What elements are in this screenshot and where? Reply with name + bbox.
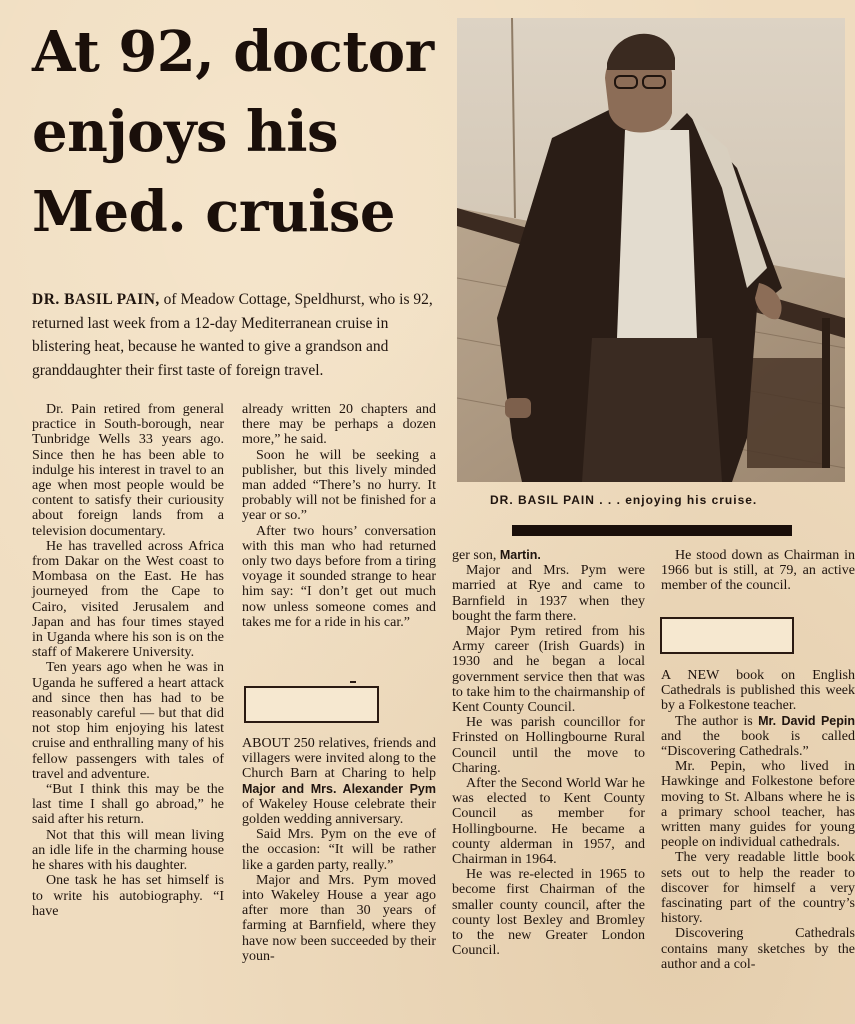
paragraph: Said Mrs. Pym on the eve of the occasion: “It will be rather like a garden party, really.”: [242, 827, 436, 873]
standfirst-text: of Meadow Cottage, Speldhurst, who is 92, returned last week from a 12-day Mediterranean cruise in blistering heat, because he wanted to give a grandson and granddaughter their first taste of foreign travel.: [32, 291, 433, 379]
article-column-4-book: [661, 668, 855, 972]
article-column-2-wedding: [242, 736, 436, 964]
paragraph: Ten years ago when he was in Uganda he suffered a heart attack and since then has had to be reasonably careful — but that did not stop him enjoying his latest cruise and enthralling many of his fellow passengers with tales of travel and adventure.: [32, 660, 224, 782]
paragraph: After two hours’ conversation with this man who had returned only two days before from a tiring voyage it sounded strange to hear him say: “I don’t get out much now unless someone comes and takes me for a ride in his car.”: [242, 523, 436, 630]
headline-line-1: At 92, doctor: [32, 19, 434, 85]
paragraph: [242, 736, 436, 827]
headline-line-3: Med. cruise: [32, 179, 396, 245]
text-run: ger son,: [452, 548, 500, 563]
article-column-3: [452, 548, 645, 958]
bold-name: Major and Mrs. Alexander Pym: [242, 781, 436, 796]
bold-name: Mr. David Pepin: [758, 713, 855, 728]
black-rule: [512, 525, 792, 536]
separator-box: [244, 686, 379, 723]
paragraph: Dr. Pain retired from general practice in South-borough, near Tunbridge Wells 33 years ago. Since then he has been able to indulge his interest in travel to an age when most people would be content to satisfy their curiousity about foreign lands from a television documentary.: [32, 402, 224, 539]
photo-illustration: [457, 18, 845, 482]
paragraph: [452, 548, 645, 563]
paragraph: He has travelled across Africa from Dakar on the West coast to Mombasa on the East. He has journeyed from the Cape to Cairo, visited Jerusalem and Japan and has four times stayed in Uganda where his son is on the staff of Makerere University.: [32, 538, 224, 661]
paragraph: [661, 714, 855, 760]
photo-doctor-on-ship: [457, 18, 845, 482]
text-run: ABOUT 250 relatives, friends and villagers were invited along to the Church Barn at Charing to help: [242, 736, 436, 782]
paragraph: One task he has set himself is to write his autobiography. “I have: [32, 873, 224, 919]
paragraph: A NEW book on English Cathedrals is published this week by a Folkestone teacher.: [661, 668, 855, 714]
paragraph: already written 20 chapters and there may be perhaps a dozen more,” he said.: [242, 402, 436, 448]
article-column-1: [32, 402, 224, 919]
paragraph: “But I think this may be the last time I shall go abroad,” he said after his return.: [32, 782, 224, 828]
paragraph: Major and Mrs. Pym moved into Wakeley House a year ago after more than 30 years of farming at Barnfield, where they have now been succeeded by their youn-: [242, 872, 436, 964]
standfirst-lead: DR. BASIL PAIN,: [32, 291, 160, 308]
paragraph: Mr. Pepin, who lived in Hawkinge and Folkestone before moving to St. Albans where he is a primary school teacher, has written many guides for young people on individual cathedrals.: [661, 759, 855, 851]
separator-box: [660, 617, 794, 654]
paragraph: Major and Mrs. Pym were married at Rye and came to Barnfield in 1937 when they bought the farm there.: [452, 563, 645, 624]
paragraph: He stood down as Chairman in 1966 but is still, at 79, an active member of the council.: [661, 548, 855, 594]
text-run: and the book is called “Discovering Cathedrals.”: [661, 728, 855, 760]
paragraph: Major Pym retired from his Army career (Irish Guards) in 1930 and he began a local government service then that was to take him to the chairmanship of Kent County Council.: [452, 624, 645, 716]
paragraph: After the Second World War he was elected to Kent County Council as member for Hollingbourne. He became a county alderman in 1957, and Chairman in 1964.: [452, 776, 645, 868]
standfirst: [32, 288, 442, 382]
paragraph: The very readable little book sets out to help the reader to discover for himself a very fascinating part of the country’s history.: [661, 850, 855, 927]
separator-tick: [350, 681, 356, 683]
paragraph: He was re-elected in 1965 to become first Chairman of the smaller county council, after the county lost Bexley and Bromley to the new Greater London Council.: [452, 867, 645, 959]
headline-line-2: enjoys his: [32, 99, 339, 165]
text-run: of Wakeley House celebrate their golden wedding anniversary.: [242, 796, 436, 828]
paragraph: Discovering Cathedrals contains many sketches by the author and a col-: [661, 926, 855, 972]
bold-name: Martin.: [499, 548, 541, 562]
photo-caption: DR. BASIL PAIN . . . enjoying his cruise.: [490, 493, 758, 507]
paragraph: He was parish councillor for Frinsted on Hollingbourne Rural Council until the move to Charing.: [452, 715, 645, 776]
text-run: The author is: [675, 713, 759, 729]
paragraph: Not that this will mean living an idle life in the charming house he shares with his daughter.: [32, 827, 224, 874]
headline: [32, 12, 452, 252]
article-column-2: [242, 402, 436, 630]
article-column-4: [661, 548, 855, 594]
paragraph: Soon he will be seeking a publisher, but this lively minded man added “There’s no hurry. It probably will not be finished for a year or so.”: [242, 447, 436, 524]
